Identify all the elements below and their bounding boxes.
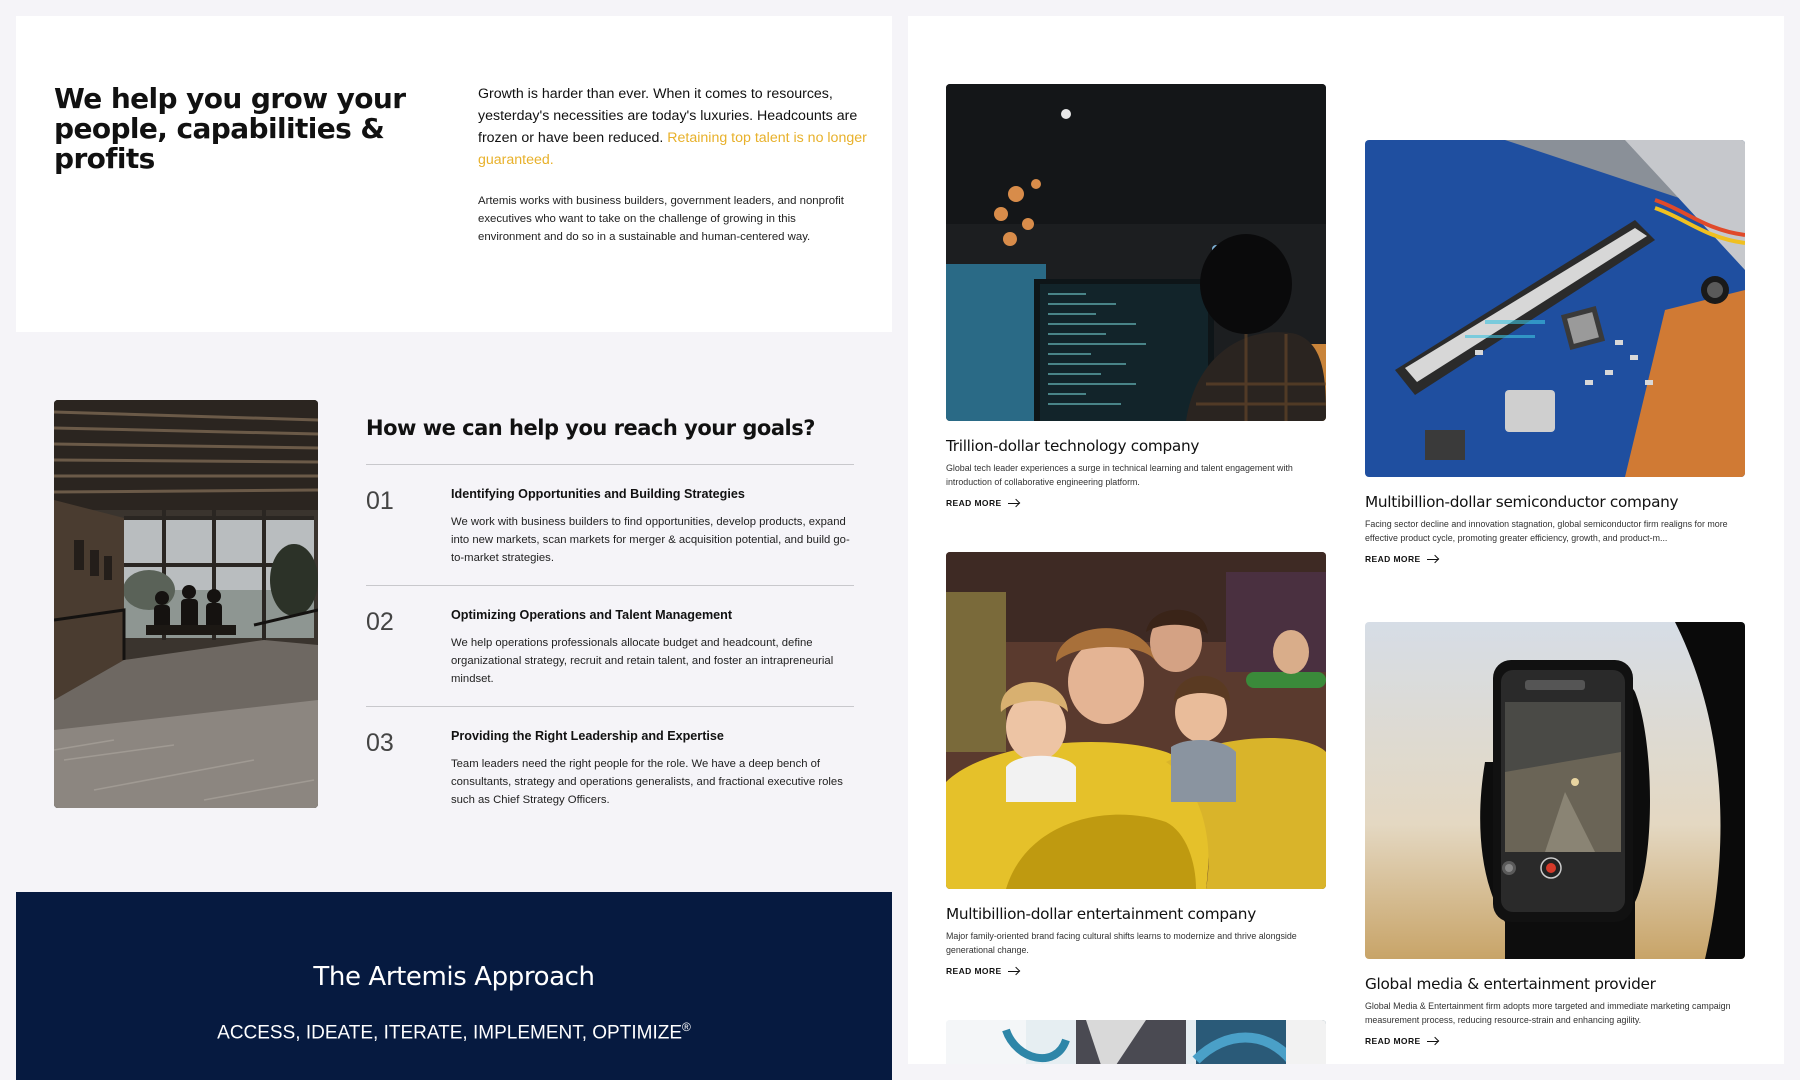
goal-number: 03 [366, 729, 394, 757]
case-description: Major family-oriented brand facing cultural shifts learns to modernize and thrive alongside generational change. [946, 931, 1297, 955]
goals-title: How we can help you reach your goals? [366, 416, 815, 440]
goal-title: Providing the Right Leadership and Expertise [451, 729, 724, 743]
read-more-label: READ MORE [1365, 554, 1421, 564]
goal-item [366, 585, 854, 706]
read-more-link[interactable] [1365, 554, 1439, 564]
goal-text: We work with business builders to find opportunities, develop products, expand into new markets, scan markets for merger & acquisition potential, and build go-to-market strategies. [451, 516, 850, 564]
goal-title: Identifying Opportunities and Building Strategies [451, 487, 745, 501]
hero-intro [478, 83, 868, 171]
case-title: Trillion-dollar technology company [946, 437, 1200, 455]
goal-item [366, 706, 854, 827]
arrow-right-icon [1008, 499, 1020, 507]
read-more-label: READ MORE [946, 498, 1002, 508]
case-card[interactable] [946, 84, 1326, 511]
hero-intro-text: Growth is harder than ever. When it comes to resources, yesterday's necessities are today's luxuries. Headcounts are frozen or have been reduced. [478, 86, 858, 146]
approach-subtitle [16, 1020, 892, 1044]
goal-number: 02 [366, 608, 394, 636]
approach-title: The Artemis Approach [313, 962, 595, 992]
read-more-link[interactable] [946, 498, 1020, 508]
goal-text: We help operations professionals allocate budget and headcount, define organizational strategy, recruit and retain talent, and foster an intrapreneurial mindset. [451, 637, 834, 685]
goal-text: Team leaders need the right people for the role. We have a deep bench of consultants, strategy and operations generalists, and fractional executive roles such as Chief Strategy Officers. [451, 758, 843, 806]
approach-section [16, 892, 892, 1080]
arrow-right-icon [1427, 555, 1439, 563]
case-card[interactable] [946, 1020, 1326, 1064]
case-title: Multibillion-dollar semiconductor company [1365, 493, 1679, 511]
goal-list [366, 464, 854, 827]
read-more-label: READ MORE [946, 966, 1002, 976]
hero-section [16, 16, 892, 332]
rollercoaster-family-photo [946, 552, 1326, 889]
read-more-label: READ MORE [1365, 1036, 1421, 1046]
circuit-board-photo [1365, 140, 1745, 477]
approach-steps: ACCESS, IDEATE, ITERATE, IMPLEMENT, OPTIMIZE [217, 1022, 683, 1044]
hero-title: We help you grow your people, capabilities & profits [54, 82, 406, 175]
office-photo [54, 400, 318, 808]
goal-item [366, 464, 854, 585]
read-more-link[interactable] [1365, 1036, 1439, 1046]
case-card[interactable] [1365, 140, 1745, 567]
case-description: Global tech leader experiences a surge in technical learning and talent engagement with introduction of collaborative engineering platform. [946, 463, 1293, 487]
phone-recording-photo [1365, 622, 1745, 959]
case-description: Facing sector decline and innovation stagnation, global semiconductor firm realigns for more effective product cycle, promoting greater efficiency, growth, and product-m... [1365, 519, 1728, 543]
case-description: Global Media & Entertainment firm adopts more targeted and immediate marketing campaign measurement process, reducing resource-strain and enhancing agility. [1365, 1001, 1731, 1025]
case-card[interactable] [1365, 622, 1745, 1049]
tech-office-photo [946, 84, 1326, 421]
goal-title: Optimizing Operations and Talent Management [451, 608, 733, 622]
registered-mark: ® [682, 1020, 691, 1034]
arrow-right-icon [1008, 967, 1020, 975]
case-title: Multibillion-dollar entertainment company [946, 905, 1256, 923]
case-card[interactable] [946, 552, 1326, 979]
left-column [16, 16, 892, 1064]
goal-number: 01 [366, 487, 394, 515]
case-title: Global media & entertainment provider [1365, 975, 1656, 993]
case-studies-panel [908, 16, 1784, 1064]
read-more-link[interactable] [946, 966, 1020, 976]
hero-description: Artemis works with business builders, government leaders, and nonprofit executives who want to take on the challenge of growing in this environment and do so in a sustainable and human-centered way. [478, 195, 844, 243]
hero-intro-accent: Retaining top talent is no longer guaranteed. [478, 130, 867, 168]
arrow-right-icon [1427, 1037, 1439, 1045]
medical-photo [946, 1020, 1326, 1064]
goals-section [16, 332, 892, 892]
